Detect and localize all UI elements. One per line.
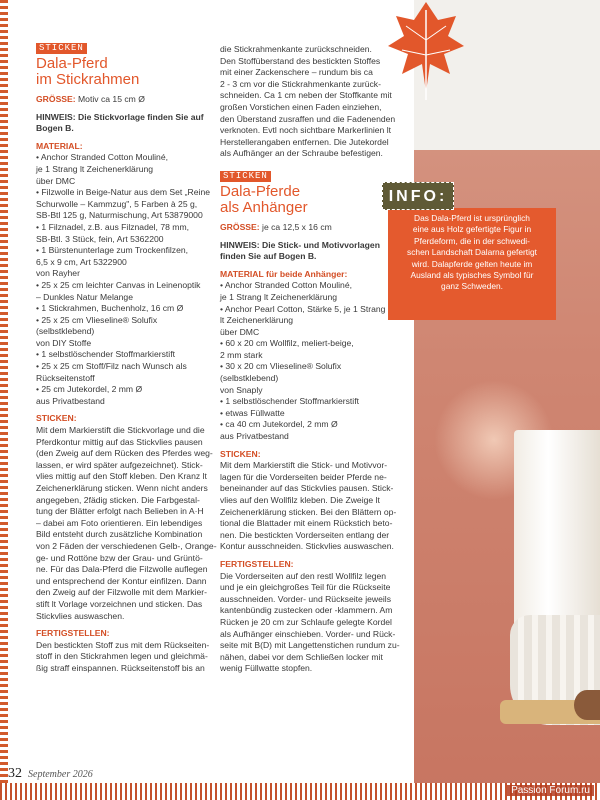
text-line: stoff in den Stickrahmen legen und gleichmä- [36, 651, 208, 662]
material-line: von DIY Stoffe [36, 337, 92, 348]
text-line: Pferdkontur mittig auf das Stickvlies pausen [36, 436, 203, 447]
article-title: Dala-Pferde als Anhänger [220, 182, 308, 216]
info-line: wird. Dalapferde gelten heute im [411, 258, 533, 269]
material-line: je 1 Strang lt Zeichenerklärung [220, 291, 338, 302]
text-line: kantenbündig zustecken oder -klammern. Am [220, 605, 393, 616]
text-line: Herstellerangaben entfernen. Die Jutekordel [220, 136, 389, 147]
text-line: verknoten. Evtl noch sichtbare Markerlinien lt [220, 125, 391, 136]
material-line: • Anchor Stranded Cotton Mouliné, [220, 280, 352, 291]
material-line: • Anchor Pearl Cotton, Stärke 5, je 1 Strang [220, 303, 386, 314]
material-list [220, 280, 398, 442]
sticken-heading: STICKEN: [220, 448, 261, 459]
column-middle [220, 44, 398, 675]
text-line: Den Stoffüberstand des bestickten Stoffes [220, 55, 381, 66]
text-line: vlies mittig auf den Stoff kleben. Den Kranz lt [36, 471, 207, 482]
left-pattern-border [0, 0, 8, 800]
material-line: über DMC [220, 326, 260, 337]
material-line: Schurwolle – Kammzug", 5 Farben à 25 g, [36, 198, 198, 209]
material-line: • etwas Füllwatte [220, 407, 285, 418]
info-text [398, 213, 546, 293]
continued-text [220, 44, 398, 160]
text-line: ßig straff einspannen. Rückseitenstoff bis an [36, 662, 205, 673]
material-line: Rückseitenstoff [36, 372, 95, 383]
text-line: wenig Füllwatte stopfen. [220, 663, 313, 674]
watermark: Passion Forum.ru [507, 785, 594, 796]
text-line: (den Zweig auf dem Rücken des Pferdes weg- [36, 448, 213, 459]
text-line: 2 - 3 cm vor die Stickrahmenkante zurück- [220, 78, 381, 89]
material-line: • 25 x 25 cm Stoff/Filz nach Wunsch als [36, 361, 187, 372]
text-line: ausschneiden. Vorder- und Rückseite jeweils [220, 593, 392, 604]
info-box [382, 182, 558, 327]
info-line: Pferdeform, die in der schwedi- [414, 235, 530, 246]
material-line: • 30 x 20 cm Vlieseline® Solufix [220, 361, 342, 372]
info-line: Das Dala-Pferd ist ursprünglich [414, 213, 530, 223]
page-number: 32 [8, 766, 22, 781]
hint: HINWEIS: Die Stick- und Motivvorlagen finden Sie auf Bogen B. [220, 239, 380, 262]
section-badge: STICKEN [220, 171, 271, 182]
text-line: Rücken je 20 cm zur Schlaufe gelegte Kordel [220, 616, 392, 627]
autumn-leaf-icon [386, 0, 466, 110]
text-line: großen Vorstichen einen Faden einziehen, [220, 101, 382, 112]
text-line: von 2 Fäden der verschiedenen Gelb-, Orange- [36, 540, 217, 551]
material-line: je 1 Strang lt Zeichenerklärung [36, 163, 154, 174]
material-line: • 60 x 20 cm Wollfilz, meliert-beige, [220, 338, 354, 349]
text-line: schneiden. Ca 1 cm neben der Stoffkante mit [220, 90, 392, 101]
text-line: tional die Blattader mit einem Rückstich beto- [220, 518, 393, 529]
pinecone [574, 690, 600, 720]
text-line: angegeben, 2fädig sticken. Die Farbgestal- [36, 494, 200, 505]
text-line: lassen, er wird später aufgezeichnet). Stick- [36, 459, 203, 470]
material-line: SB-Btl. 3 Stück, fein, Art 5362200 [36, 233, 164, 244]
material-line: aus Privatbestand [220, 431, 289, 442]
fertig-text [36, 640, 212, 675]
material-line: (selbstklebend) [220, 373, 279, 384]
text-line: vlies auf den Wollfilz kleben. Die Zweige lt [220, 495, 380, 505]
text-line: und je ein gleichgroßes Teil für die Rückseite [220, 582, 391, 593]
material-line: • ca 40 cm Jutekordel, 2 mm Ø [220, 419, 338, 430]
info-line: schen Landschaft Dalarna gefertigt [407, 247, 537, 258]
info-panel [388, 208, 556, 320]
material-line: 2 mm stark [220, 349, 263, 360]
text-line: stift lt Vorlage vorzeichnen und sticken. Das [36, 598, 203, 609]
text-line: ne. Für das Dala-Pferd die Filzwolle auflegen [36, 564, 208, 575]
size-info: GRÖSSE: je ca 12,5 x 16 cm [220, 221, 332, 232]
hint: HINWEIS: Die Stickvorlage finden Sie auf Bogen B. [36, 111, 204, 134]
material-line: • 1 selbstlöschender Stoffmarkierstift [36, 349, 175, 360]
text-line: den Überstand zusraffen und die Fadenenden [220, 113, 396, 124]
material-line: • 25 x 25 cm Vlieseline® Solufix [36, 314, 158, 325]
text-line: ge- und Rottöne bzw der Grau- und Grüntö- [36, 552, 203, 563]
material-line: über DMC [36, 175, 76, 186]
material-line: SB-Btl 125 g, Naturmischung, Art 53879000 [36, 210, 203, 221]
material-heading: MATERIAL: [36, 140, 83, 151]
material-line: • 25 x 25 cm leichter Canvas in Leinenoptik [36, 279, 201, 290]
text-line: nen. Die bestickten Vorderseiten entlang der [220, 529, 390, 540]
info-line: Ausland als typisches Symbol für [410, 270, 534, 281]
text-line: – dabei am Foto orientieren. Ein lebendiges [36, 517, 203, 528]
material-heading: MATERIAL für beide Anhänger: [220, 268, 348, 279]
text-line: und entsprechend der Kontur einfilzen. Dann [36, 575, 207, 586]
text-line: Den bestickten Stoff zus mit dem Rückseiten- [36, 639, 210, 650]
footer [8, 766, 93, 784]
article-title: Dala-Pferd im Stickrahmen [36, 55, 140, 88]
material-line: von Snaply [220, 384, 263, 395]
fertig-heading: FERTIGSTELLEN: [36, 628, 110, 639]
text-line: tung der Blätter erfolgt nach Belieben in A·H [36, 506, 204, 517]
text-line: lagen für die Vorderseiten beider Pferde ne- [220, 471, 387, 482]
text-line: mit einer Zackenschere – rundum bis ca [220, 67, 373, 78]
text-line: als Aufhänger an der Schraube befestigen. [220, 148, 383, 159]
text-line: Stickvlies auswaschen. [36, 610, 125, 621]
fertig-text [220, 571, 398, 675]
candle-photo [414, 0, 600, 800]
text-line: den Zweig auf der Filzwolle mit dem Markier- [36, 587, 207, 598]
sticken-text [220, 460, 398, 553]
material-line: von Rayher [36, 268, 80, 279]
text-line: Mit dem Markierstift die Stickvorlage und die [36, 425, 205, 436]
material-line: – Dunkles Natur Melange [36, 291, 133, 302]
sticken-text [36, 425, 217, 622]
sticken-heading: STICKEN: [36, 413, 77, 424]
text-line: Die Vorderseiten auf den restl Wollfilz legen [220, 570, 387, 581]
text-line: die Stickrahmenkante zurückschneiden. [220, 44, 372, 54]
material-line: aus Privatbestand [36, 395, 105, 406]
text-line: Mit dem Markierstift die Stick- und Motivvor- [220, 460, 388, 471]
material-line: • 1 selbstlöschender Stoffmarkierstift [220, 396, 359, 407]
info-tag: INFO: [382, 182, 454, 210]
text-line: Zeichenerklärung sticken. Bei den Blättern op- [220, 506, 397, 517]
size-info: GRÖSSE: Motiv ca 15 cm Ø [36, 94, 145, 104]
text-line: als Aufhänger einschieben. Vorder- und Rück- [220, 628, 396, 639]
material-line: (selbstklebend) [36, 326, 95, 337]
material-line: • Filzwolle in Beige-Natur aus dem Set „Reine [36, 187, 211, 198]
material-line: lt Zeichenerklärung [220, 315, 294, 326]
text-line: Kontur ausschneiden. Stickvlies auswaschen. [220, 541, 394, 552]
text-line: seite mit B(D) mit Langettenstichen rundum zu- [220, 640, 400, 651]
issue-date: September 2026 [28, 769, 93, 780]
material-line: • 25 cm Jutekordel, 2 mm Ø [36, 384, 143, 395]
fertig-heading: FERTIGSTELLEN: [220, 558, 294, 569]
material-line: • 1 Bürstenunterlage zum Trockenfilzen, [36, 245, 189, 256]
text-line: Bild entsteht durch zusätzliche Kombination [36, 529, 203, 540]
text-line: nähen, dabei vor dem Schließen locker mit [220, 651, 383, 662]
column-left [36, 42, 217, 675]
material-line: • Anchor Stranded Cotton Mouliné, [36, 152, 168, 163]
candle [514, 430, 600, 640]
text-line: Zeichenerklärung sticken. Wenn nicht anders [36, 483, 208, 493]
section-badge: STICKEN [36, 43, 87, 54]
info-line: ganz Schweden. [441, 281, 503, 292]
info-line: eine aus Holz gefertigte Figur in [412, 224, 532, 235]
material-line: • 1 Filznadel, z.B. aus Filznadel, 78 mm, [36, 221, 189, 232]
material-list [36, 152, 212, 407]
text-line: beneinander auf das Stickvlies pausen. Stick- [220, 483, 394, 494]
material-line: 6,5 x 9 cm, Art 5322900 [36, 256, 127, 267]
material-line: • 1 Stickrahmen, Buchenholz, 16 cm Ø [36, 303, 184, 314]
